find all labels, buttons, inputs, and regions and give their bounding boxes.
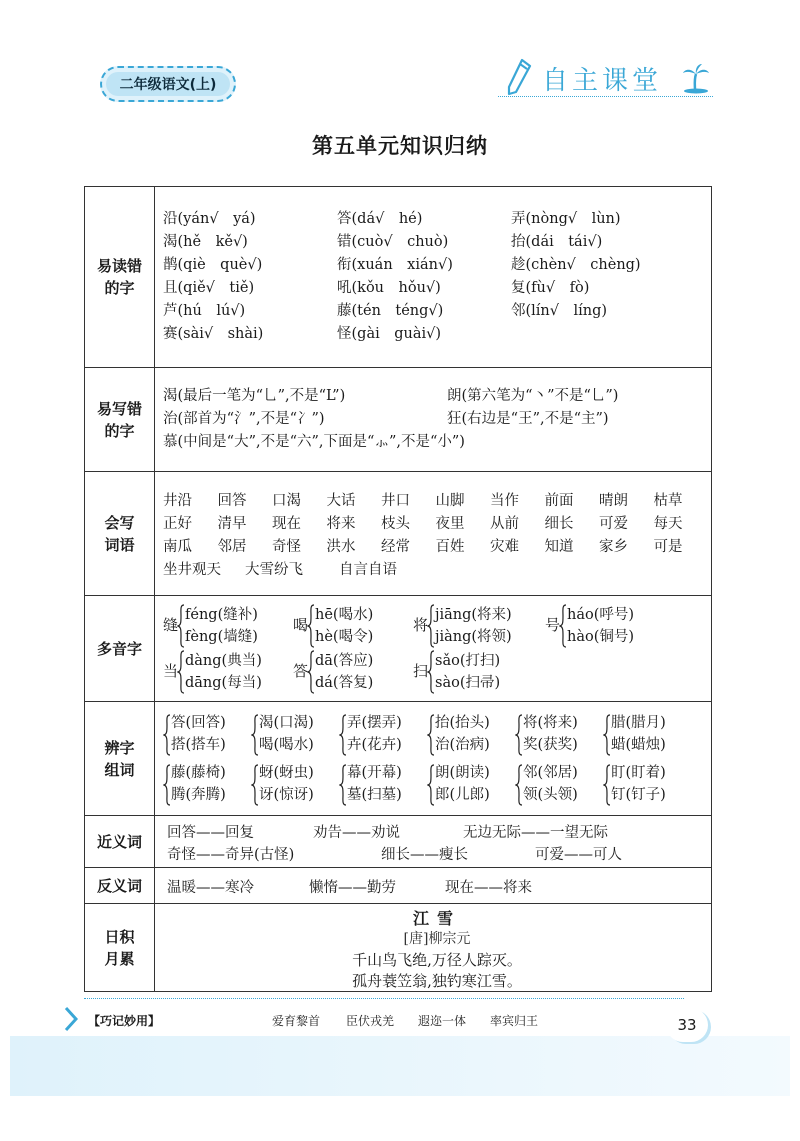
label-line: 辨字 xyxy=(104,738,135,757)
footer-divider xyxy=(84,998,684,999)
brace-icon xyxy=(251,714,259,756)
pron-item: 答(dá√ hé) xyxy=(337,211,423,227)
vocab-word: 大雪纷飞 xyxy=(245,562,303,578)
brand-title: 自主课堂 xyxy=(542,66,663,96)
brace-icon xyxy=(163,714,171,756)
section-easy-write xyxy=(85,368,711,472)
label-line: 会写 xyxy=(104,513,135,532)
brand-underline xyxy=(498,96,713,97)
poem-line: 孤舟蓑笠翁,独钓寒江雪。 xyxy=(352,972,522,990)
vocab-word: 回答 xyxy=(217,493,247,509)
polyphonic-list xyxy=(163,596,707,701)
pron-item: 渴(hě kě√) xyxy=(163,234,248,250)
pronunciation-line: hē(喝水) xyxy=(315,607,374,623)
word-pair: 奖(获奖) xyxy=(523,737,578,753)
section-polyphonic xyxy=(85,596,711,702)
pron-item: 吼(kǒu hǒu√) xyxy=(337,280,441,296)
vocab-word: 夜里 xyxy=(435,516,465,532)
pron-item: 抬(dái tái√) xyxy=(511,234,603,250)
synonym-pair: 可爱——可人 xyxy=(535,847,622,863)
vocab-word: 枯草 xyxy=(653,493,683,509)
vocab-word: 知道 xyxy=(544,539,574,555)
word-pair: 腾(奔腾) xyxy=(171,787,226,803)
pron-item: 衔(xuán xián√) xyxy=(337,257,453,273)
label-line: 日积 xyxy=(104,927,135,946)
pronunciation-line: dā(答应) xyxy=(315,653,374,669)
distinguish-grid xyxy=(163,702,707,815)
brace-icon xyxy=(177,604,185,648)
vocab-word: 前面 xyxy=(544,493,574,509)
note-line: 慕(中间是“大”,不是“六”,下面是“⺗”,不是“小”) xyxy=(163,434,465,450)
synonym-pair: 细长——瘦长 xyxy=(381,847,468,863)
writing-notes xyxy=(163,368,707,471)
antonym-list xyxy=(163,868,707,903)
pron-item: 沿(yán√ yá) xyxy=(163,211,256,227)
word-pair: 喝(喝水) xyxy=(259,737,314,753)
vocab-word: 可是 xyxy=(653,539,683,555)
section-label xyxy=(85,472,155,595)
brace-icon xyxy=(559,604,567,648)
label-line: 易写错 xyxy=(96,399,142,418)
vocab-word: 细长 xyxy=(544,516,574,532)
vocab-word: 口渴 xyxy=(272,493,301,509)
vocab-word: 经常 xyxy=(381,539,410,555)
vocab-word: 井沿 xyxy=(163,493,192,509)
vocab-word: 当作 xyxy=(490,493,519,509)
page-number: 33 xyxy=(666,1008,708,1042)
vocab-word: 自言自语 xyxy=(339,562,397,578)
polyphonic-char: 扫 xyxy=(413,662,429,680)
brace-icon xyxy=(251,764,259,806)
brace-icon xyxy=(307,650,315,694)
section-label: 多音字 xyxy=(85,596,155,701)
brace-icon xyxy=(339,764,347,806)
pronunciation-line: dá(答复) xyxy=(315,675,374,691)
brace-icon xyxy=(427,604,435,648)
pronunciation-line: féng(缝补) xyxy=(185,607,258,623)
footer-idiom: 遐迩一体 xyxy=(418,1014,467,1028)
footer-idiom: 率宾归王 xyxy=(490,1014,539,1028)
knowledge-table xyxy=(84,186,712,992)
pron-item: 赛(sài√ shài) xyxy=(163,326,264,342)
vocab-word: 奇怪 xyxy=(272,539,301,555)
section-distinguish xyxy=(85,702,711,816)
word-pair: 抬(抬头) xyxy=(435,715,490,731)
pron-item: 复(fù√ fò) xyxy=(511,280,590,296)
section-label: 近义词 xyxy=(85,816,155,867)
brace-icon xyxy=(515,714,523,756)
label-line: 词语 xyxy=(104,535,135,554)
section-label xyxy=(85,187,155,367)
vocab-word: 从前 xyxy=(490,516,519,532)
word-pair: 渴(口渴) xyxy=(259,715,314,731)
footer-band xyxy=(10,1036,790,1096)
page-title: 第五单元知识归纳 xyxy=(312,134,488,158)
pronunciation-grid xyxy=(163,187,707,367)
synonym-list xyxy=(163,816,707,867)
antonym-pair: 懒惰——勤劳 xyxy=(309,880,396,896)
pronunciation-line: jiāng(将来) xyxy=(435,607,512,623)
poem-title: 江雪 xyxy=(412,909,461,928)
note-line: 朗(第六笔为“丶”不是“乚”) xyxy=(447,388,619,404)
note-line: 狂(右边是“王”,不是“主”) xyxy=(447,411,609,427)
vocab-word: 大话 xyxy=(326,493,356,509)
synonym-pair: 奇怪——奇异(古怪) xyxy=(167,847,295,863)
pron-item: 邻(lín√ líng) xyxy=(511,303,608,319)
pron-item: 怪(gài guài√) xyxy=(337,326,442,342)
pron-item: 芦(hú lú√) xyxy=(163,303,246,319)
brace-icon xyxy=(427,714,435,756)
pronunciation-line: jiàng(将领) xyxy=(435,629,512,645)
word-pair: 答(回答) xyxy=(171,715,226,731)
brace-icon xyxy=(427,650,435,694)
vocab-word: 晴朗 xyxy=(599,493,628,509)
vocab-word: 山脚 xyxy=(435,493,465,509)
vocab-word: 邻居 xyxy=(217,539,247,555)
section-easy-read xyxy=(85,187,711,368)
brace-icon xyxy=(177,650,185,694)
section-label xyxy=(85,904,155,991)
vocab-word: 南瓜 xyxy=(163,539,192,555)
brace-icon xyxy=(163,764,171,806)
pron-item: 鹊(qiè què√) xyxy=(163,257,263,273)
word-pair: 邻(邻居) xyxy=(523,765,578,781)
chevron-right-icon xyxy=(64,1006,78,1032)
section-label xyxy=(85,368,155,471)
pronunciation-line: fèng(墙缝) xyxy=(185,629,258,645)
footer-tag: 【巧记妙用】 xyxy=(88,1014,161,1028)
label-line: 月累 xyxy=(104,949,135,968)
synonym-pair: 劝告——劝说 xyxy=(313,825,400,841)
pron-item: 弄(nòng√ lùn) xyxy=(511,211,621,227)
vocabulary-grid xyxy=(163,472,707,595)
word-pair: 蚜(蚜虫) xyxy=(259,765,314,781)
word-pair: 朗(朗读) xyxy=(435,765,490,781)
note-line: 渴(最后一笔为“乚”,不是“L”) xyxy=(163,388,346,404)
pronunciation-line: dāng(每当) xyxy=(185,675,262,691)
palm-tree-icon xyxy=(681,62,711,94)
vocab-word: 每天 xyxy=(653,516,683,532)
section-antonyms xyxy=(85,868,711,904)
word-pair: 卉(花卉) xyxy=(347,737,402,753)
word-pair: 蜡(蜡烛) xyxy=(611,737,666,753)
word-pair: 讶(惊讶) xyxy=(259,787,314,803)
word-pair: 腊(腊月) xyxy=(611,715,666,731)
footer-idiom: 臣伏戎羌 xyxy=(346,1014,395,1028)
section-vocabulary xyxy=(85,472,711,596)
word-pair: 弄(摆弄) xyxy=(347,715,402,731)
synonym-pair: 回答——回复 xyxy=(167,825,254,841)
vocab-word: 枝头 xyxy=(381,516,410,532)
pron-item: 错(cuò√ chuò) xyxy=(337,234,449,250)
pronunciation-line: dàng(典当) xyxy=(185,653,262,669)
vocab-word: 清早 xyxy=(217,516,247,532)
word-pair: 搭(搭车) xyxy=(171,737,226,753)
pronunciation-line: sào(扫帚) xyxy=(435,675,501,691)
polyphonic-char: 答 xyxy=(293,662,309,680)
polyphonic-char: 将 xyxy=(413,616,429,634)
polyphonic-char: 当 xyxy=(163,662,179,680)
grade-tag xyxy=(100,66,236,102)
pronunciation-line: sǎo(打扫) xyxy=(435,653,501,669)
brace-icon xyxy=(307,604,315,648)
word-pair: 将(将来) xyxy=(523,715,578,731)
word-pair: 领(头领) xyxy=(523,787,578,803)
vocab-word: 井口 xyxy=(381,493,410,509)
vocab-word: 可爱 xyxy=(599,516,628,532)
brace-icon xyxy=(515,764,523,806)
brace-icon xyxy=(427,764,435,806)
polyphonic-char: 缝 xyxy=(163,616,179,634)
polyphonic-char: 号 xyxy=(545,616,561,634)
section-synonyms xyxy=(85,816,711,868)
brace-icon xyxy=(603,764,611,806)
pencil-icon xyxy=(506,58,532,96)
pron-item: 趁(chèn√ chèng) xyxy=(511,257,641,273)
antonym-pair: 现在——将来 xyxy=(445,880,532,896)
section-daily-accumulation xyxy=(85,904,711,991)
pron-item: 藤(tén téng√) xyxy=(337,303,444,319)
word-pair: 郎(儿郎) xyxy=(435,787,490,803)
footer-idiom: 爱育黎首 xyxy=(272,1014,321,1028)
label-line: 的字 xyxy=(104,421,135,440)
pronunciation-line: háo(呼号) xyxy=(567,607,635,623)
vocab-word: 灾难 xyxy=(490,539,519,555)
grade-label: 二年级语文(上) xyxy=(106,72,230,96)
vocab-word: 百姓 xyxy=(435,539,465,555)
label-line: 组词 xyxy=(104,760,135,779)
polyphonic-char: 喝 xyxy=(293,616,309,634)
synonym-pair: 无边无际——一望无际 xyxy=(463,825,608,841)
pronunciation-line: hào(铜号) xyxy=(567,629,635,645)
poem-author: [唐]柳宗元 xyxy=(403,931,471,947)
poem xyxy=(163,904,707,991)
pronunciation-line: hè(喝令) xyxy=(315,629,374,645)
label-line: 易读错 xyxy=(96,257,142,275)
word-pair: 钉(钉子) xyxy=(611,787,666,803)
word-pair: 治(治病) xyxy=(435,737,490,753)
vocab-word: 现在 xyxy=(272,516,301,532)
section-label xyxy=(85,702,155,815)
brace-icon xyxy=(339,714,347,756)
brace-icon xyxy=(603,714,611,756)
vocab-word: 坐井观天 xyxy=(163,562,221,578)
antonym-pair: 温暖——寒冷 xyxy=(167,880,254,896)
word-pair: 墓(扫墓) xyxy=(347,787,402,803)
brand-logo xyxy=(498,58,713,102)
vocab-word: 将来 xyxy=(326,516,356,532)
section-label: 反义词 xyxy=(85,868,155,903)
word-pair: 盯(盯着) xyxy=(611,765,666,781)
word-pair: 藤(藤椅) xyxy=(171,765,226,781)
vocab-word: 正好 xyxy=(163,516,192,532)
poem-line: 千山鸟飞绝,万径人踪灭。 xyxy=(352,951,522,969)
vocab-word: 家乡 xyxy=(599,539,628,555)
vocab-word: 洪水 xyxy=(326,539,356,555)
pron-item: 且(qiě√ tiě) xyxy=(163,280,255,296)
note-line: 治(部首为“氵”,不是“冫”) xyxy=(163,411,325,427)
word-pair: 幕(开幕) xyxy=(347,765,402,781)
label-line: 的字 xyxy=(104,279,135,297)
